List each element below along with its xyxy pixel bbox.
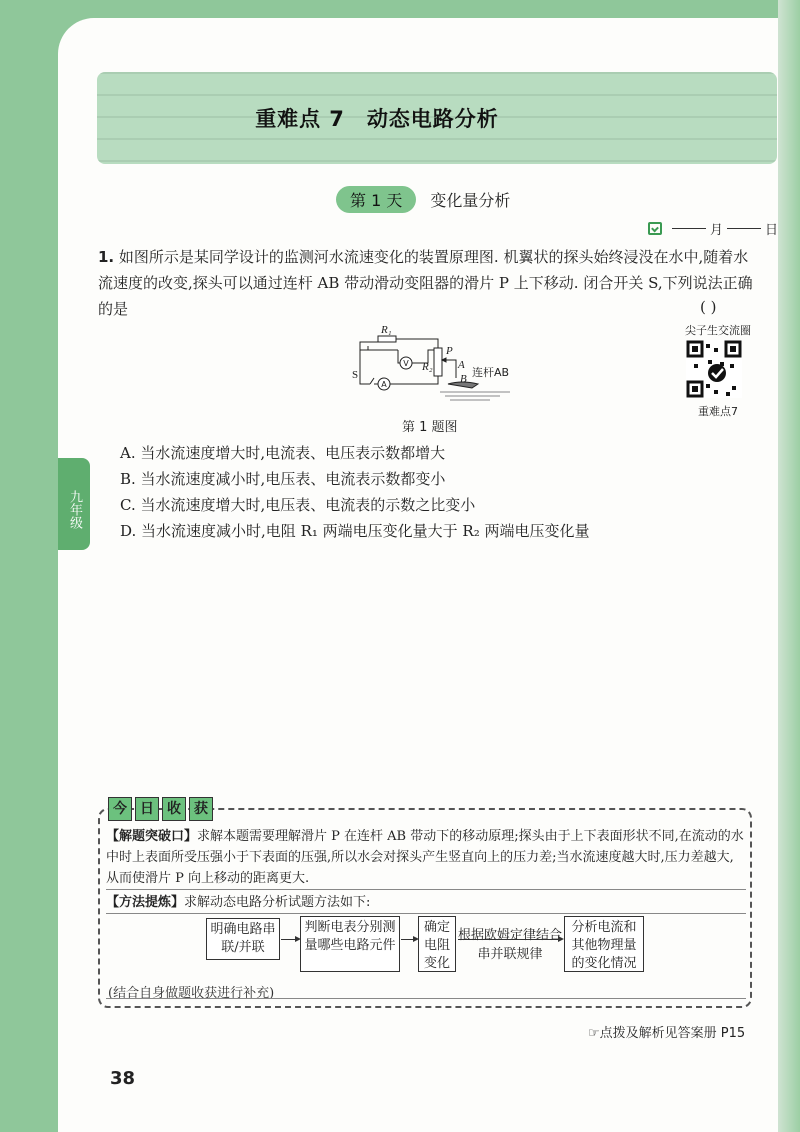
- day-title: 变化量分析: [430, 190, 511, 210]
- flow-step-2: 判断电表分别测量哪些电路元件: [300, 916, 400, 972]
- answer-blank: ( ): [700, 298, 717, 316]
- flow-connector-text: 根据欧姆定律结合串并联规律: [458, 928, 563, 962]
- question-text: 如图所示是某同学设计的监测河水流速变化的装置原理图. 机翼状的探头始终浸没在水中,随着水流速度的改变,探头可以通过连杆 AB 带动滑动变阻器的滑片 P 上下移动. 闭合开关 S,下列说法正确的是: [98, 248, 753, 318]
- svg-text:B: B: [460, 373, 467, 385]
- day-header: [336, 186, 510, 212]
- flow-arrow-2: [401, 939, 417, 940]
- option-c[interactable]: C. 当水流速度增大时,电压表、电流表的示数之比变小: [120, 496, 476, 514]
- qr-caption: 重难点7: [698, 405, 738, 418]
- flow-arrow-3: [458, 939, 562, 940]
- svg-text:V: V: [403, 359, 409, 368]
- svg-text:P: P: [446, 345, 453, 357]
- grade-side-tab: 九年级: [58, 458, 90, 550]
- svg-text:A: A: [381, 380, 387, 389]
- figure-caption: 第 1 题图: [402, 420, 458, 435]
- page-top-edge: [0, 0, 800, 18]
- answer-reference: ☞点拨及解析见答案册 P15: [588, 1026, 746, 1041]
- page-right-edge: [778, 0, 800, 1132]
- today-harvest-title: 今 日 收 获: [108, 797, 216, 821]
- flow-step-3: 确定电阻变化: [418, 916, 456, 972]
- page-title: 重难点 7 动态电路分析: [255, 107, 499, 131]
- answer-options: [120, 440, 590, 544]
- breakthrough-text: 求解本题需要理解滑片 P 在连杆 AB 带动下的移动原理;探头由于上下表面形状不同,在流动的水中时上表面所受压强小于下表面的压强,所以水会对探头产生竖直向上的压力差;当水流速度越大时,压力差越大,从而使滑片 P 向上移动的距离更大.: [106, 829, 744, 886]
- qr-code-icon: [686, 340, 742, 398]
- flow-step-1: 明确电路串联/并联: [206, 918, 280, 960]
- page-number: 38: [110, 1068, 136, 1089]
- svg-text:R₂: R₂: [422, 361, 433, 373]
- svg-text:A: A: [458, 359, 465, 371]
- harvest-content: [106, 826, 746, 914]
- flow-step-4: 分析电流和其他物理量的变化情况: [564, 916, 644, 972]
- svg-text:连杆AB: 连杆AB: [472, 366, 510, 379]
- breakthrough-tag: 【解题突破口】: [106, 829, 198, 844]
- resistor-r2: [434, 348, 442, 376]
- option-d[interactable]: D. 当水流速度减小时,电阻 R₁ 两端电压变化量大于 R₂ 两端电压变化量: [120, 522, 590, 540]
- question-number: 1.: [98, 248, 115, 266]
- method-text: 求解动态电路分析试题方法如下:: [184, 895, 371, 910]
- option-b[interactable]: B. 当水流速度减小时,电压表、电流表示数都变小: [120, 470, 446, 488]
- method-tag: 【方法提炼】: [106, 895, 185, 910]
- svg-text:R₁: R₁: [381, 324, 392, 336]
- question-1: [98, 244, 758, 322]
- date-field: 月 日: [648, 219, 778, 238]
- flow-arrow-1: [281, 939, 299, 940]
- option-a[interactable]: A. 当水流速度增大时,电流表、电压表示数都增大: [120, 444, 446, 462]
- svg-text:S: S: [352, 369, 359, 381]
- harvest-note: (结合自身做题收获进行补充): [108, 986, 275, 1001]
- note-line: [106, 998, 746, 999]
- resistor-r1: [378, 336, 396, 342]
- day-badge: 第 1 天: [336, 186, 416, 213]
- qr-label: 尖子生交流圈: [685, 324, 751, 337]
- calendar-check-icon: [648, 222, 662, 235]
- circuit-diagram: [350, 322, 530, 412]
